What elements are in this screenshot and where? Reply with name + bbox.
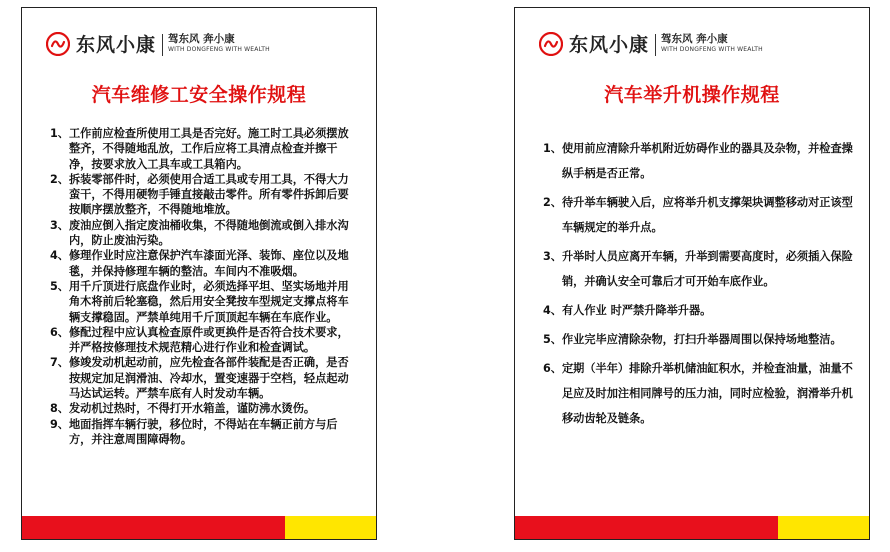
slogan-english: WITH DONGFENG WITH WEALTH [661,46,763,53]
rule-item: 5、 作业完毕应清除杂物，打扫升举器周围以保持场地整洁。 [543,333,842,346]
sign-title: 汽车举升机操作规程 [604,84,780,106]
rule-item: 1、 使用前应清除升举机附近妨碍作业的器具及杂物，并检查操纵手柄是否正常。 [543,142,853,180]
slogan-chinese: 驾东风 奔小康 [168,33,235,45]
stripe-yellow [778,516,869,539]
stripe-yellow [285,516,376,539]
rule-item: 3、 废油应倒入指定废油桶收集，不得随地倒流或倒入排水沟内，防止废油污染。 [50,218,349,248]
header-divider [162,34,163,56]
brand-header [46,30,366,60]
slogan-english: WITH DONGFENG WITH WEALTH [168,46,270,53]
rule-item: 2、 拆装零部件时，必须使用合适工具或专用工具，不得大力蛮干，不得用硬物手锤直接敲击零件。所有零件拆卸后要按顺序摆放整齐，不得随地堆放。 [50,172,349,217]
safety-sign-lift [514,7,870,540]
color-stripe [22,516,376,539]
rule-item: 9、 地面指挥车辆行驶，移位时，不得站在车辆正前方与后方，并注意周围障碍物。 [50,417,338,446]
header-divider [655,34,656,56]
rules-list [50,126,356,447]
dongfeng-logo-icon [46,32,70,56]
brand-name: 东风小康 [76,34,157,56]
brand-name: 东风小康 [569,34,650,56]
rule-item: 8、 发动机过热时，不得打开水箱盖，谨防沸水烫伤。 [50,402,316,416]
rule-item: 6、 定期（半年）排除升举机储油缸积水，并检查油量，油量不足应及时加注相同牌号的压力油，同时应检验，润滑举升机移动齿轮及链条。 [543,362,853,425]
rule-item: 4、 有人作业 时严禁升降举升器。 [543,304,712,317]
rule-item: 7、 修竣发动机起动前，应先检查各部件装配是否正确，是否按规定加足润滑油、冷却水，置变速器于空档，轻点起动马达试运转。严禁车底有人时发动车辆。 [50,356,349,401]
sign-title: 汽车维修工安全操作规程 [91,84,307,106]
stripe-red [22,516,285,539]
stripe-red [515,516,778,539]
safety-sign-mechanic [21,7,377,540]
rule-item: 6、 修配过程中应认真检查原件或更换件是否符合技术要求，并严格按修理技术规范精心进行作业和检查调试。 [50,325,349,355]
dongfeng-logo-icon [539,32,563,56]
brand-header [539,30,859,60]
rules-list [543,136,853,435]
slogan-chinese: 驾东风 奔小康 [661,33,728,45]
color-stripe [515,516,869,539]
rule-item: 2、 待升举车辆驶入后，应将举升机支撑架块调整移动对正该型车辆规定的举升点。 [543,196,853,234]
rule-item: 4、 修理作业时应注意保护汽车漆面光泽、装饰、座位以及地毯，并保持修理车辆的整洁。车间内不准吸烟。 [50,249,349,278]
rule-item: 3、 升举时人员应离开车辆，升举到需要高度时，必须插入保险销，并确认安全可靠后才可开始车底作业。 [543,250,853,288]
rule-item: 5、 用千斤顶进行底盘作业时，必须选择平坦、坚实场地并用角木将前后轮塞稳，然后用安全凳按车型规定支撑点将车辆支撑稳固。严禁单纯用千斤顶顶起车辆在车底作业。 [50,279,349,324]
rule-item: 1、 工作前应检查所使用工具是否完好。施工时工具必须摆放整齐，不得随地乱放，工作后应将工具清点检查并擦干净，按要求放入工具车或工具箱内。 [50,127,349,171]
